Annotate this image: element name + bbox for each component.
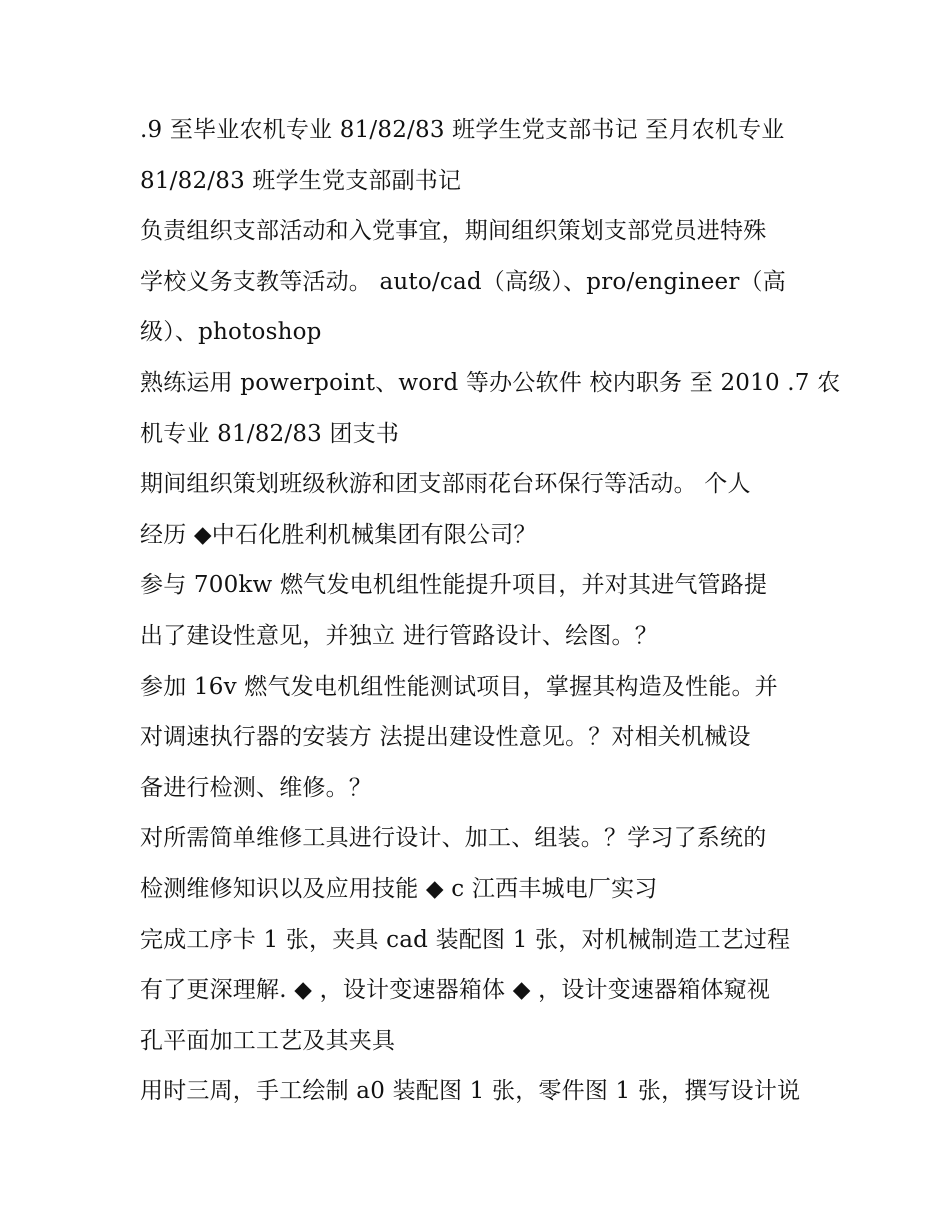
text-line: 对调速执行器的安装方 法提出建设性意见。？对相关机械设 [140,724,751,751]
text-line: 期间组织策划班级秋游和团支部雨花台环保行等活动。 个人 [140,471,751,498]
text-line: 孔平面加工工艺及其夹具 [140,1027,396,1054]
text-line: 级）、photoshop [140,319,322,346]
text-line: 备进行检测、维修。？ [140,774,372,801]
text-line: 完成工序卡 1 张，夹具 cad 装配图 1 张，对机械制造工艺过程 [140,926,791,953]
text-line: 有了更深理解. ◆ ，设计变速器箱体 ◆ ，设计变速器箱体窥视 [140,977,771,1004]
text-line: 出了建设性意见，并独立 进行管路设计、绘图。？ [140,622,658,649]
text-line: 检测维修知识以及应用技能 ◆ c 江西丰城电厂实习 [140,875,658,902]
text-line: 参加 16v 燃气发电机组性能测试项目，掌握其构造及性能。并 [140,673,778,700]
text-line: 学校义务支教等活动。 auto/cad（高级）、pro/engineer（高 [140,268,786,295]
text-line: 负责组织支部活动和入党事宜，期间组织策划支部党员进特殊 [140,218,767,245]
text-line: 参与 700kw 燃气发电机组性能提升项目，并对其进气管路提 [140,572,768,599]
text-line: 81/82/83 班学生党支部副书记 [140,167,462,194]
document-body [140,105,841,1117]
text-line: 熟练运用 powerpoint、word 等办公软件 校内职务 至 2010 .7 农 [140,369,841,396]
text-line: 机专业 81/82/83 团支书 [140,420,400,447]
text-line: 用时三周，手工绘制 a0 装配图 1 张，零件图 1 张，撰写设计说 [140,1078,801,1105]
text-line: 对所需简单维修工具进行设计、加工、组装。？学习了系统的 [140,825,767,852]
text-line: 经历 ◆中石化胜利机械集团有限公司？ [140,521,537,548]
text-line: .9 至毕业农机专业 81/82/83 班学生党支部书记 至月农机专业 [140,117,785,143]
